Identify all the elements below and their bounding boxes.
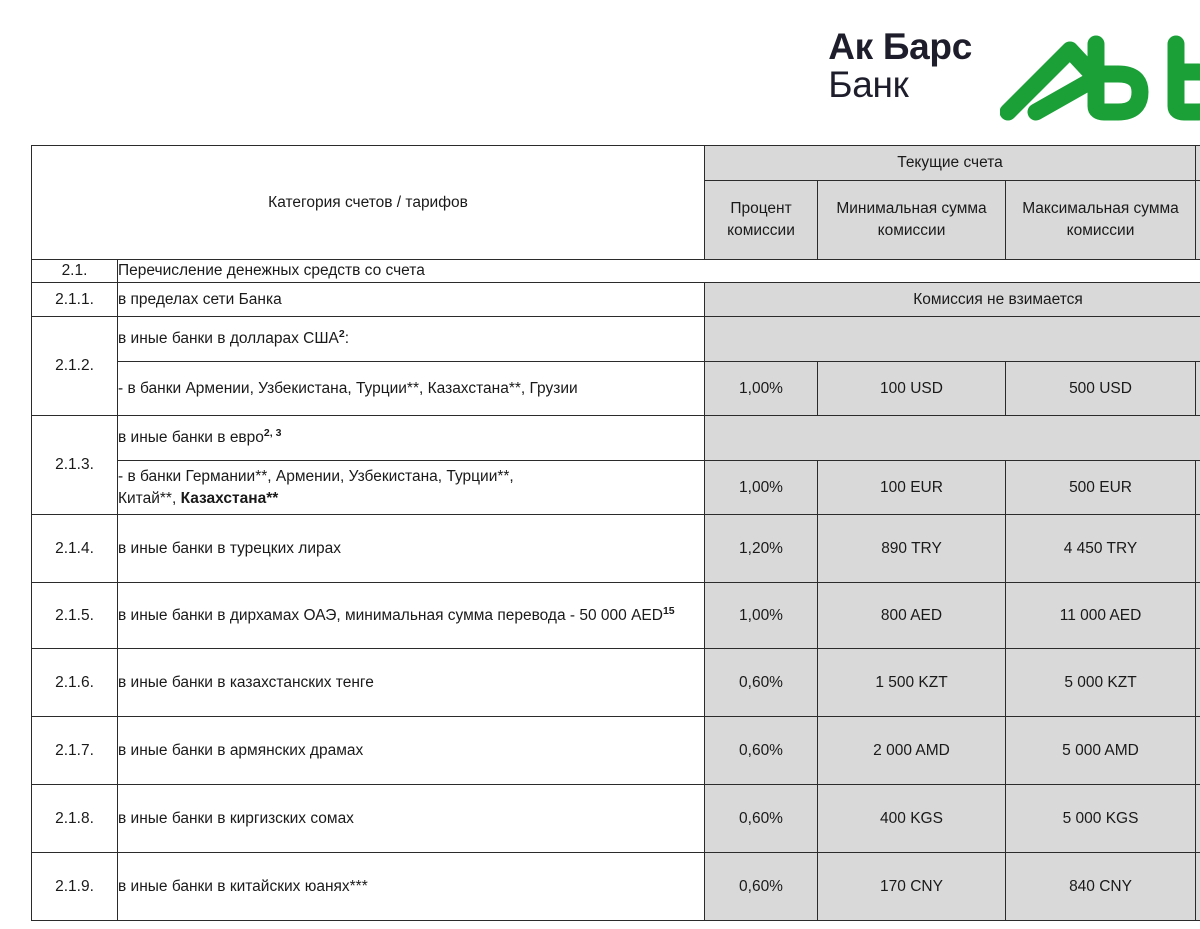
- row-max-amount: 5 000 KZT: [1006, 649, 1196, 717]
- row-number: 2.1.5.: [32, 583, 118, 649]
- header-category-cell: Категория счетов / тарифов: [32, 146, 705, 260]
- row-detail-bold: Казахстана**: [180, 489, 279, 507]
- row-footnote: 15: [662, 604, 675, 617]
- logo-line-2: Банк: [828, 63, 909, 105]
- table-header: [32, 146, 1200, 260]
- row-max-amount: 840 CNY: [1006, 853, 1196, 921]
- row-percent: 1,00%: [705, 583, 818, 649]
- row-max-amount: 4 450 TRY: [1006, 515, 1196, 583]
- row-number: 2.1.3.: [32, 416, 118, 515]
- row-lead-text: в иные банки в евро: [118, 429, 264, 447]
- row-description: в иные банки в турецких лирах: [118, 515, 705, 583]
- row-min-amount: 100 USD: [818, 362, 1006, 416]
- table-row: [32, 416, 1200, 461]
- row-description-detail: [118, 461, 705, 515]
- row-number: 2.1.1.: [32, 283, 118, 317]
- row-description: в иные банки в армянских драмах: [118, 717, 705, 785]
- header-col-overflow: [1196, 181, 1200, 260]
- tariff-table-container: [31, 145, 1200, 921]
- row-number: 2.1.7.: [32, 717, 118, 785]
- section-number: 2.1.: [32, 260, 118, 283]
- row-number: 2.1.4.: [32, 515, 118, 583]
- row-percent: 0,60%: [705, 717, 818, 785]
- tariff-table: [31, 145, 1200, 921]
- row-percent: 1,20%: [705, 515, 818, 583]
- row-max-amount: 5 000 AMD: [1006, 717, 1196, 785]
- row-percent: 0,60%: [705, 785, 818, 853]
- row-number: 2.1.8.: [32, 785, 118, 853]
- row-lead-text: в иные банки в долларах США: [118, 330, 339, 348]
- table-row: [32, 515, 1200, 583]
- row-max-amount: 5 000 KGS: [1006, 785, 1196, 853]
- row-description: в пределах сети Банка: [118, 283, 705, 317]
- row-overflow-cell: [1196, 583, 1200, 649]
- row-description-detail: - в банки Армении, Узбекистана, Турции**, Казахстана**, Грузии: [118, 362, 705, 416]
- row-overflow-cell: [1196, 515, 1200, 583]
- row-lead-suffix: :: [344, 330, 350, 348]
- table-row-detail: [32, 461, 1200, 515]
- document-header: [0, 0, 1200, 140]
- header-col-percent: Процент комиссии: [705, 181, 818, 260]
- logo-wordmark: [828, 24, 972, 103]
- row-detail-line-1: - в банки Германии**, Армении, Узбекистана, Турции**,: [118, 467, 514, 485]
- row-overflow-cell: [1196, 785, 1200, 853]
- row-min-amount: 2 000 AMD: [818, 717, 1006, 785]
- row-overflow-cell: [1196, 853, 1200, 921]
- row-percent: 0,60%: [705, 853, 818, 921]
- row-overflow-cell: [1196, 362, 1200, 416]
- row-description-text: в иные банки в дирхамах ОАЭ, минимальная сумма перевода - 50 000 AED: [118, 606, 663, 624]
- table-body: [32, 260, 1200, 921]
- row-description-lead: [118, 317, 705, 362]
- header-row-group: [32, 146, 1200, 181]
- table-row: [32, 649, 1200, 717]
- bank-logo: [828, 24, 1200, 121]
- row-lead-footnote: 2: [338, 328, 345, 341]
- table-row-section-2-1: [32, 260, 1200, 283]
- row-overflow-cell: [1196, 461, 1200, 515]
- row-min-amount: 1 500 KZT: [818, 649, 1006, 717]
- row-overflow-cell: [1196, 717, 1200, 785]
- row-detail-plain: Китай**,: [118, 489, 181, 507]
- table-row: [32, 283, 1200, 317]
- row-number: 2.1.2.: [32, 317, 118, 416]
- row-detail-line-2: [118, 488, 704, 510]
- row-no-fee-note: Комиссия не взимается: [705, 283, 1200, 317]
- section-title: Перечисление денежных средств со счета: [118, 260, 1200, 283]
- row-description-lead: [118, 416, 705, 461]
- row-min-amount: 800 AED: [818, 583, 1006, 649]
- row-min-amount: 170 CNY: [818, 853, 1006, 921]
- row-description: в иные банки в казахстанских тенге: [118, 649, 705, 717]
- header-group-title: Текущие счета: [705, 146, 1196, 181]
- header-group-overflow: [1196, 146, 1200, 181]
- table-row: [32, 317, 1200, 362]
- header-col-max: Максимальная сумма комиссии: [1006, 181, 1196, 260]
- header-col-min: Минимальная сумма комиссии: [818, 181, 1006, 260]
- ak-bars-emblem-icon: [1000, 26, 1200, 121]
- row-overflow-cell: [1196, 649, 1200, 717]
- row-max-amount: 500 EUR: [1006, 461, 1196, 515]
- row-percent: 1,00%: [705, 461, 818, 515]
- logo-line-1: Ак Барс: [828, 26, 972, 67]
- table-row: [32, 583, 1200, 649]
- row-description: в иные банки в китайских юанях***: [118, 853, 705, 921]
- row-number: 2.1.6.: [32, 649, 118, 717]
- row-description: [118, 583, 705, 649]
- row-min-amount: 890 TRY: [818, 515, 1006, 583]
- row-value-spacer: [705, 416, 1200, 461]
- row-min-amount: 100 EUR: [818, 461, 1006, 515]
- row-percent: 0,60%: [705, 649, 818, 717]
- row-max-amount: 500 USD: [1006, 362, 1196, 416]
- table-row: [32, 853, 1200, 921]
- row-description: в иные банки в киргизских сомах: [118, 785, 705, 853]
- row-number: 2.1.9.: [32, 853, 118, 921]
- table-row-detail: [32, 362, 1200, 416]
- row-value-spacer: [705, 317, 1200, 362]
- table-row: [32, 717, 1200, 785]
- row-min-amount: 400 KGS: [818, 785, 1006, 853]
- row-max-amount: 11 000 AED: [1006, 583, 1196, 649]
- table-row: [32, 785, 1200, 853]
- row-percent: 1,00%: [705, 362, 818, 416]
- row-lead-footnote: 2, 3: [263, 427, 282, 440]
